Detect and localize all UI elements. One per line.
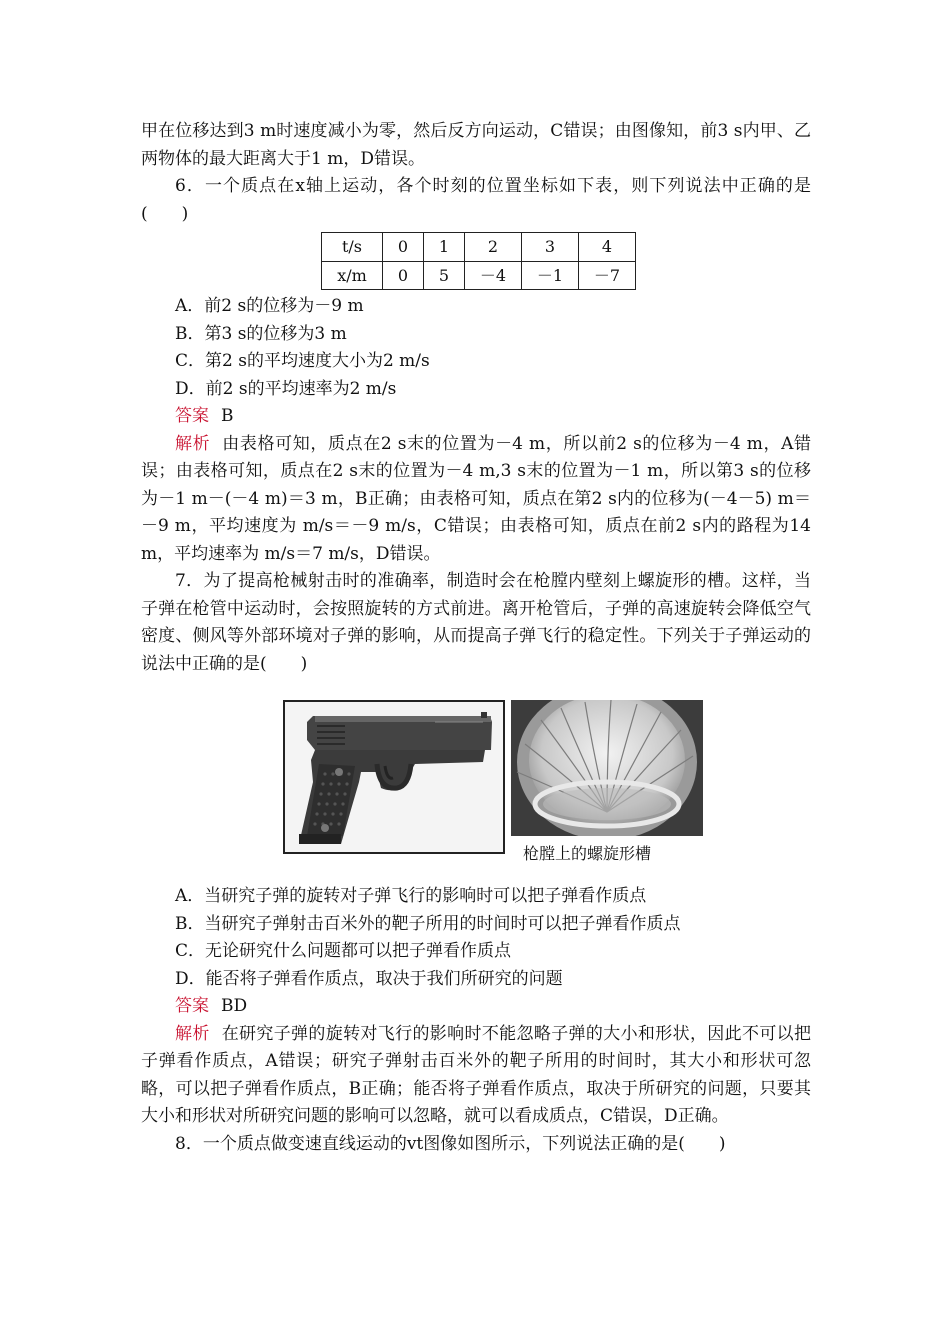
gun-figure bbox=[273, 690, 709, 873]
pistol-image bbox=[283, 700, 505, 854]
table-row bbox=[322, 261, 636, 290]
table-cell: 0 bbox=[383, 233, 424, 262]
table-header-t: t/s bbox=[322, 233, 383, 262]
question-7-answer bbox=[141, 993, 811, 1021]
question-7-option-b: B．当研究子弹射击百米外的靶子所用的时间时可以把子弹看作质点 bbox=[175, 913, 681, 934]
table-cell: －4 bbox=[465, 261, 522, 290]
barrel-rifling-image bbox=[511, 700, 703, 836]
pistol-icon bbox=[285, 702, 503, 852]
question-6-option-c: C．第2 s的平均速度大小为2 m/s bbox=[175, 351, 430, 371]
position-table bbox=[321, 232, 636, 290]
question-6-option-b: B．第3 s的位移为3 m bbox=[175, 323, 347, 344]
answer-value: BD bbox=[221, 996, 248, 1016]
question-7-option-a: A．当研究子弹的旋转对子弹飞行的影响时可以把子弹看作质点 bbox=[175, 886, 647, 906]
answer-label: 答案 bbox=[175, 406, 209, 426]
analysis-label: 解析 bbox=[175, 433, 211, 454]
figure-caption: 枪膛上的螺旋形槽 bbox=[523, 844, 652, 863]
question-6-analysis bbox=[141, 431, 811, 569]
table-cell: －7 bbox=[579, 261, 636, 290]
question-8-stem: 8．一个质点做变速直线运动的vt图像如图所示，下列说法正确的是( ) bbox=[175, 1133, 726, 1154]
table-cell: －1 bbox=[522, 261, 579, 290]
rifling-groove-icon bbox=[511, 700, 703, 836]
question-6-option-a: A．前2 s的位移为－9 m bbox=[175, 296, 364, 316]
answer-value: B bbox=[221, 406, 234, 426]
analysis-text: 在研究子弹的旋转对飞行的影响时不能忽略子弹的大小和形状，因此不可以把子弹看作质点，A错误；研究子弹射击百米外的靶子所用的时间时，其大小和形状可忽略，可以把子弹看作质点，B正确；能否将子弹看作质点，取决于所研究的问题，只要其大小和形状对所研究问题的影响可以忽略，就可以看成质点，C错误，D正确。 bbox=[141, 1023, 812, 1126]
question-6-answer bbox=[141, 403, 811, 431]
table-header-x: x/m bbox=[322, 261, 383, 290]
question-6-option-d: D．前2 s的平均速率为2 m/s bbox=[175, 378, 397, 399]
answer-label: 答案 bbox=[175, 996, 209, 1016]
table-cell: 0 bbox=[383, 261, 424, 290]
table-cell: 1 bbox=[424, 233, 465, 262]
document-page bbox=[141, 118, 811, 1158]
analysis-label: 解析 bbox=[175, 1023, 210, 1044]
question-7-option-d: D．能否将子弹看作质点，取决于我们所研究的问题 bbox=[175, 968, 563, 989]
question-6-stem: 6．一个质点在x轴上运动，各个时刻的位置坐标如下表，则下列说法中正确的是( ) bbox=[141, 176, 811, 224]
table-cell: 3 bbox=[522, 233, 579, 262]
question-7-stem: 7．为了提高枪械射击时的准确率，制造时会在枪膛内壁刻上螺旋形的槽。这样，当子弹在枪管中运动时，会按照旋转的方式前进。离开枪管后，子弹的高速旋转会降低空气密度、侧风等外部环境对子弹的影响，从而提高子弹飞行的稳定性。下列关于子弹运动的说法中正确的是( ) bbox=[141, 571, 811, 674]
question-7-option-c: C．无论研究什么问题都可以把子弹看作质点 bbox=[175, 941, 512, 961]
table-row bbox=[322, 233, 636, 262]
table-cell: 4 bbox=[579, 233, 636, 262]
previous-analysis-continuation: 甲在位移达到3 m时速度减小为零，然后反方向运动，C错误；由图像知，前3 s内甲、乙两物体的最大距离大于1 m，D错误。 bbox=[141, 121, 811, 169]
table-cell: 5 bbox=[424, 261, 465, 290]
table-cell: 2 bbox=[465, 233, 522, 262]
analysis-text: 由表格可知，质点在2 s末的位置为－4 m，所以前2 s的位移为－4 m，A错误；由表格可知，质点在2 s末的位置为－4 m,3 s末的位置为－1 m，所以第3 s的位移为－1 m－(－4 m)＝3 m，B正确；由表格可知，质点在第2 s内的位移为(－4－5) m＝－9 m，平均速度为 m/s＝－9 m/s，C错误；由表格可知，质点在前2 s内的路程为14 m，平均速率为 m/s＝7 m/s，D错误。 bbox=[141, 433, 812, 564]
question-7-analysis bbox=[141, 1021, 811, 1131]
